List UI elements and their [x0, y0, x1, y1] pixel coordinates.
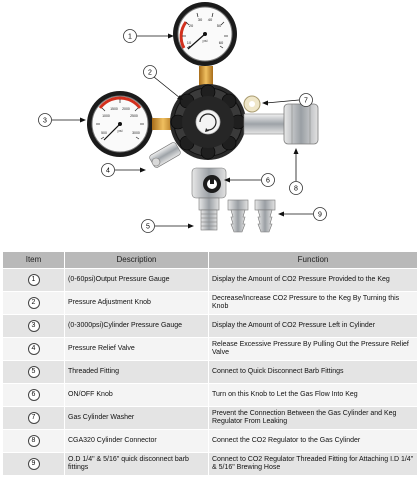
- callout-number: 8: [294, 185, 298, 193]
- function-cell: Display the Amount of CO2 Pressure Left in Cylinder: [209, 315, 418, 338]
- item-cell: [3, 315, 65, 338]
- output-pressure-gauge: [173, 2, 237, 66]
- brass-neck: [199, 66, 213, 86]
- item-cell: [3, 338, 65, 361]
- header-description: Description: [65, 252, 209, 269]
- gauge-number: 30: [197, 17, 203, 22]
- barb-fitting-left: [228, 200, 248, 232]
- item-number: 4: [28, 343, 40, 355]
- cga320-cylinder-connector: [284, 104, 318, 144]
- item-cell: [3, 361, 65, 384]
- table-row: [3, 315, 418, 338]
- header-function: Function: [209, 252, 418, 269]
- function-cell: Connect to CO2 Regulator Threaded Fitting for Attaching I.D 1/4" & 5/16" Brewing Hose: [209, 453, 418, 476]
- item-cell: [3, 384, 65, 407]
- description-cell: CGA320 Cylinder Connector: [65, 430, 209, 453]
- barb-fitting-right: [255, 200, 275, 232]
- callout-1: [124, 30, 175, 43]
- table-header-row: [3, 252, 418, 269]
- callout-5: [142, 220, 195, 233]
- pressure-relief-valve: [149, 141, 182, 168]
- table-row: [3, 361, 418, 384]
- gauge-number: 1500: [110, 107, 118, 111]
- item-number: 7: [28, 412, 40, 424]
- function-cell: Connect to Quick Disconnect Barb Fittings: [209, 361, 418, 384]
- item-cell: [3, 407, 65, 430]
- description-cell: O.D 1/4" & 5/16" quick disconnect barb fittings: [65, 453, 209, 476]
- gauge-number: 20: [188, 23, 194, 28]
- item-cell: [3, 292, 65, 315]
- item-number: 6: [28, 389, 40, 401]
- gauge-number: 3000: [132, 131, 140, 135]
- gauge-number: 40: [207, 17, 213, 22]
- item-cell: [3, 430, 65, 453]
- gauge-number: 1000: [102, 114, 110, 118]
- description-cell: Pressure Relief Valve: [65, 338, 209, 361]
- item-number: 3: [28, 320, 40, 332]
- function-cell: Prevent the Connection Between the Gas Cylinder and Keg Regulator From Leaking: [209, 407, 418, 430]
- callout-9: [278, 208, 327, 221]
- callout-number: 9: [318, 211, 322, 219]
- cylinder-pressure-gauge: [87, 91, 153, 157]
- on-off-knob: [192, 168, 226, 198]
- function-cell: Turn on this Knob to Let the Gas Flow Into Keg: [209, 384, 418, 407]
- callout-number: 4: [106, 167, 110, 175]
- threaded-fitting: [199, 198, 219, 230]
- description-cell: Threaded Fitting: [65, 361, 209, 384]
- description-cell: Pressure Adjustment Knob: [65, 292, 209, 315]
- description-cell: Gas Cylinder Washer: [65, 407, 209, 430]
- item-number: 1: [28, 274, 40, 286]
- function-cell: Connect the CO2 Regulator to the Gas Cylinder: [209, 430, 418, 453]
- callout-number: 1: [128, 33, 132, 41]
- table-row: [3, 338, 418, 361]
- table-row: [3, 453, 418, 476]
- gauge-unit: psi: [117, 128, 123, 133]
- item-number: 2: [28, 297, 40, 309]
- table-row: [3, 407, 418, 430]
- gas-cylinder-washer: [244, 96, 260, 112]
- callout-number: 6: [266, 177, 270, 185]
- parts-table: [2, 251, 418, 476]
- gauge-number: 2000: [122, 107, 130, 111]
- gauge-number: 60: [218, 40, 224, 45]
- description-cell: (0-3000psi)Cylinder Pressure Gauge: [65, 315, 209, 338]
- item-cell: [3, 453, 65, 476]
- pressure-adjustment-knob: [170, 84, 246, 160]
- gauge-number: 500: [101, 131, 107, 135]
- header-item: Item: [3, 252, 65, 269]
- callout-6: [224, 174, 275, 187]
- gauge-unit: psi: [202, 38, 208, 43]
- item-number: 9: [28, 458, 40, 470]
- function-cell: Release Excessive Pressure By Pulling Out the Pressure Relief Valve: [209, 338, 418, 361]
- callout-number: 3: [43, 117, 47, 125]
- gauge-number: 10: [186, 40, 192, 45]
- item-cell: [3, 269, 65, 292]
- gauge-number: 2500: [130, 114, 138, 118]
- item-number: 8: [28, 435, 40, 447]
- table-row: [3, 269, 418, 292]
- callout-number: 5: [146, 223, 150, 231]
- callout-4: [102, 164, 147, 177]
- description-cell: ON/OFF Knob: [65, 384, 209, 407]
- table-row: [3, 292, 418, 315]
- callout-3: [39, 114, 87, 127]
- description-cell: (0-60psi)Output Pressure Gauge: [65, 269, 209, 292]
- table-row: [3, 430, 418, 453]
- function-cell: Decrease/Increase CO2 Pressure to the Keg By Turning this Knob: [209, 292, 418, 315]
- callout-number: 2: [148, 69, 152, 77]
- function-cell: Display the Amount of CO2 Pressure Provided to the Keg: [209, 269, 418, 292]
- connector-stem: [244, 114, 288, 134]
- callout-8: [290, 148, 303, 195]
- callout-number: 7: [304, 97, 308, 105]
- item-number: 5: [28, 366, 40, 378]
- callout-2: [144, 66, 184, 101]
- gauge-number: 50: [216, 23, 222, 28]
- table-row: [3, 384, 418, 407]
